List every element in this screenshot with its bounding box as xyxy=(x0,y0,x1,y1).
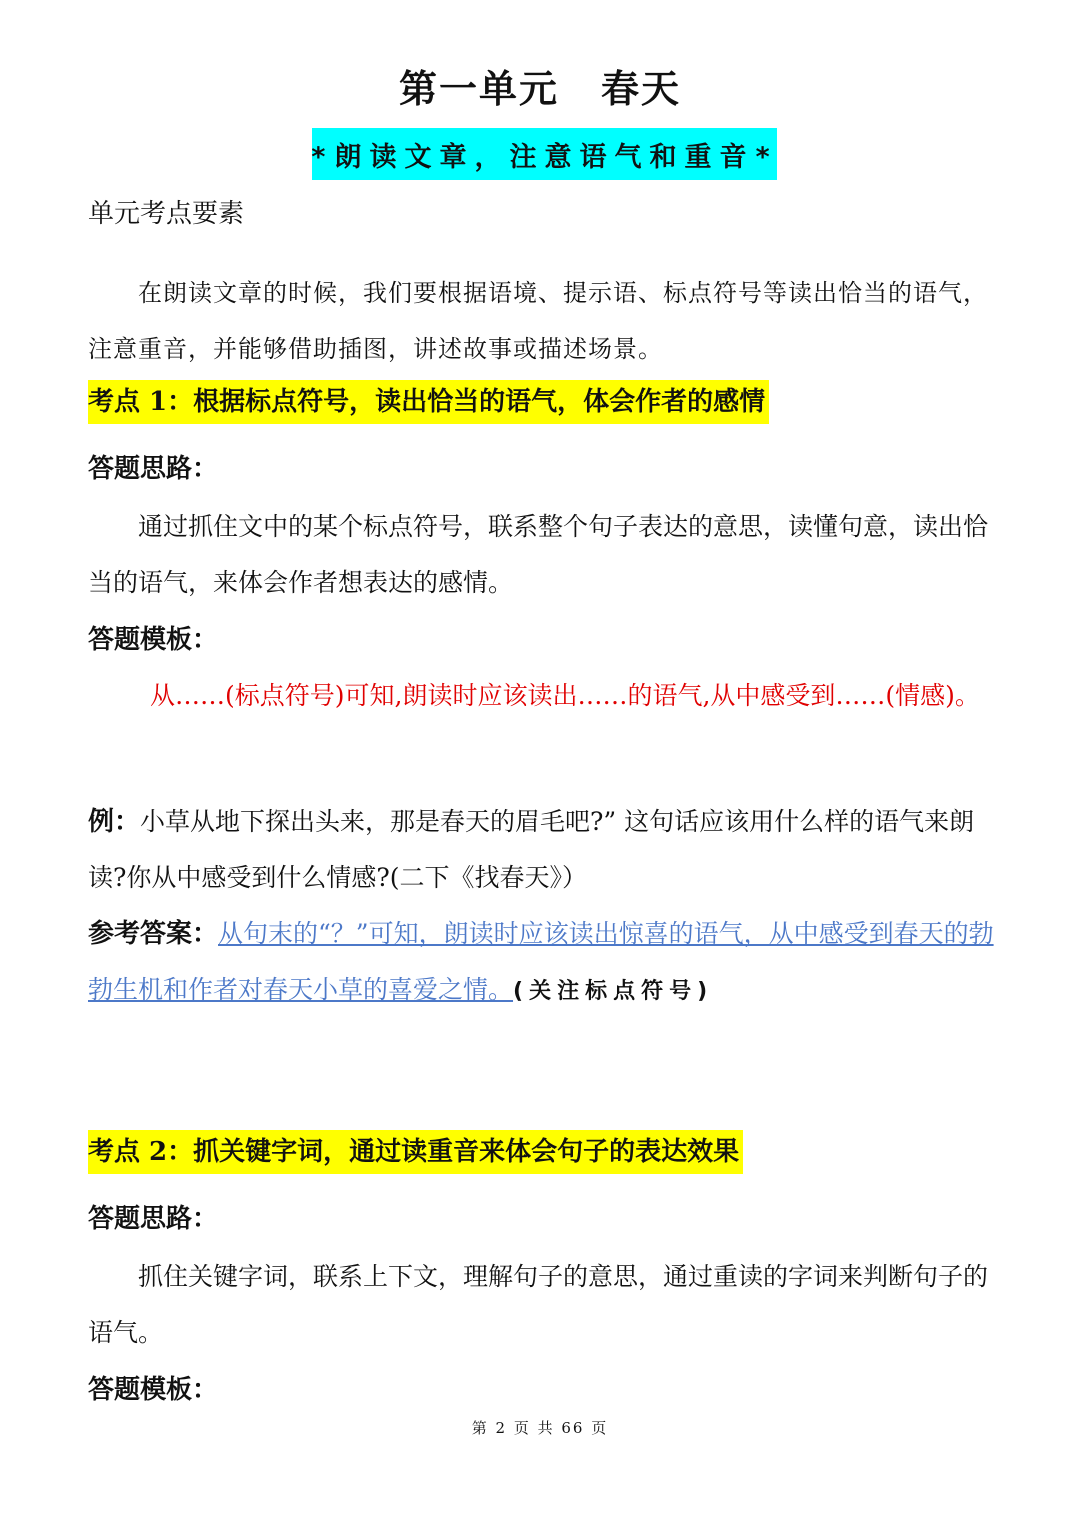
example-text: 小草从地下探出头来，那是春天的眉毛吧?” 这句话应该用什么样的语气来朗读?你从中感受到什么情感?(二下《找春天》） xyxy=(88,807,975,892)
page-title xyxy=(0,58,1080,113)
example xyxy=(88,794,1003,906)
answer-focus-note: (关注标点符号) xyxy=(513,979,714,1004)
template-text: 从……(标点符号)可知,朗读时应该读出……的语气,从中感受到……(情感)。 xyxy=(150,681,980,710)
focus-banner: *朗读文章，注意语气和重音* xyxy=(312,128,777,180)
answer-text[interactable]: 从句末的“？”可知，朗读时应该读出惊喜的语气，从中感受到春天的勃勃生机和作者对春天小草的喜爱之情。 xyxy=(88,919,994,1004)
intro-paragraph: 在朗读文章的时候，我们要根据语境、提示语、标点符号等读出恰当的语气，注意重音，并能够借助插图，讲述故事或描述场景。 xyxy=(88,279,988,363)
key-point-2 xyxy=(88,1130,1003,1406)
approach-label: 答题思路： xyxy=(88,454,219,484)
approach-text-2: 抓住关键字词，联系上下文，理解句子的意思，通过重读的字词来判断句子的语气。 xyxy=(88,1262,989,1347)
template-label-2: 答题模板： xyxy=(88,1375,219,1405)
page-footer: 第 2 页 共 66 页 xyxy=(471,1419,609,1437)
answer-label: 参考答案： xyxy=(88,919,219,949)
template-label: 答题模板： xyxy=(88,625,219,655)
approach-label-2: 答题思路： xyxy=(88,1204,219,1234)
reference-answer xyxy=(88,906,1003,1020)
key-point-1-title: 考点 1：根据标点符号，读出恰当的语气，体会作者的感情 xyxy=(88,380,769,424)
title-unit: 第一单元 xyxy=(398,66,559,111)
key-point-1 xyxy=(88,380,1003,1020)
title-theme: 春天 xyxy=(601,66,682,111)
approach-text: 通过抓住文中的某个标点符号，联系整个句子表达的意思，读懂句意，读出恰当的语气，来体会作者想表达的感情。 xyxy=(88,512,989,597)
key-point-2-title: 考点 2：抓关键字词，通过读重音来体会句子的表达效果 xyxy=(88,1130,743,1174)
unit-heading: 单元考点要素 xyxy=(88,199,245,229)
example-label: 例： xyxy=(88,807,141,837)
